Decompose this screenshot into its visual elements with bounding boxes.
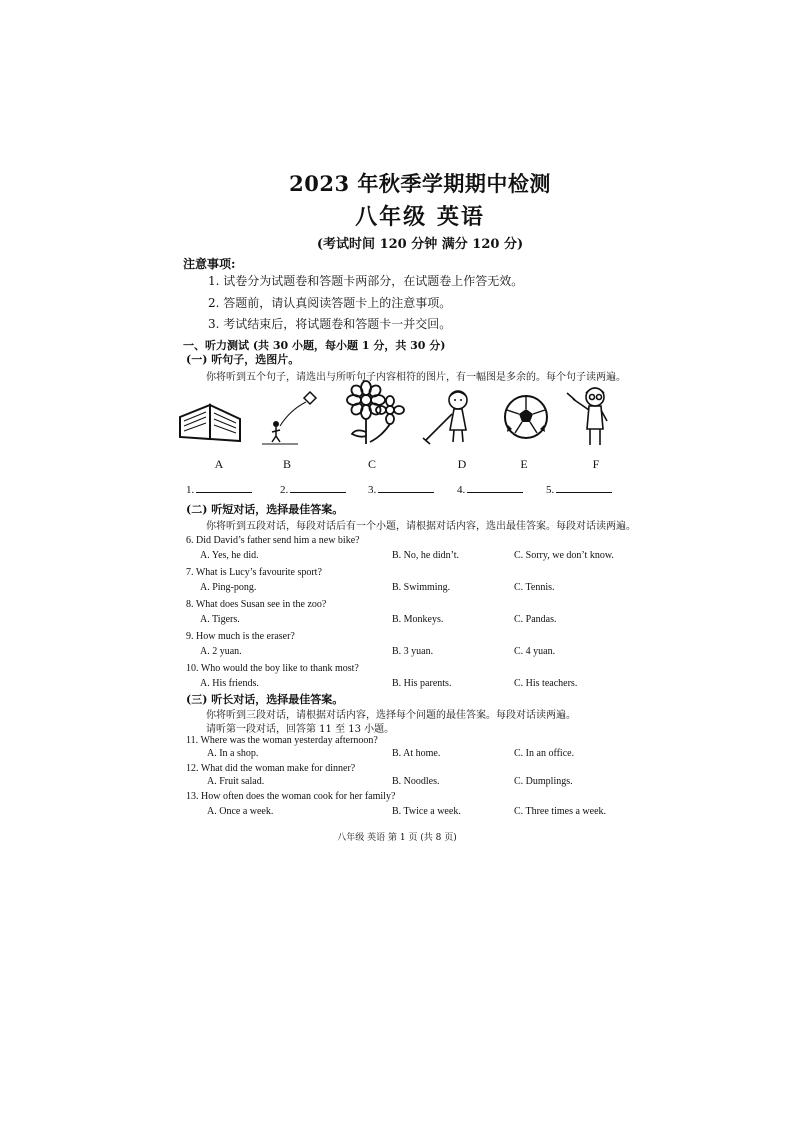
option-b[interactable]: B. 3 yuan.: [392, 646, 434, 657]
option-b[interactable]: B. His parents.: [392, 678, 452, 689]
picture-label: E: [520, 457, 528, 471]
question-text: 6. Did David’s father send him a new bike?: [186, 535, 360, 546]
option-c[interactable]: C. Pandas.: [514, 614, 557, 625]
option-c[interactable]: C. Tennis.: [514, 582, 555, 593]
option-b[interactable]: B. Noodles.: [392, 776, 440, 787]
option-a[interactable]: A. His friends.: [200, 678, 259, 689]
option-a[interactable]: A. Tigers.: [200, 614, 240, 625]
girl-sweeping-icon: [420, 388, 478, 446]
exam-title: 2023 年秋季学期期中检测: [289, 171, 551, 196]
option-b[interactable]: B. Swimming.: [392, 582, 451, 593]
option-b[interactable]: B. No, he didn’t.: [392, 550, 460, 561]
option-a[interactable]: A. Fruit salad.: [207, 776, 265, 787]
option-c[interactable]: C. Three times a week.: [514, 806, 607, 817]
question-text: 10. Who would the boy like to thank most?: [186, 663, 359, 674]
question-text: 8. What does Susan see in the zoo?: [186, 599, 327, 610]
question-text: 9. How much is the eraser?: [186, 631, 295, 642]
option-b[interactable]: B. Twice a week.: [392, 806, 461, 817]
picture-label: D: [457, 457, 467, 471]
section1-instruction: 你将听到五个句子，请选出与所听句子内容相符的图片，有一幅图是多余的。每个句子读两遍。: [206, 372, 626, 383]
picture-label: A: [214, 457, 224, 471]
option-c[interactable]: C. Sorry, we don’t know.: [514, 550, 614, 561]
option-c[interactable]: C. In an office.: [514, 748, 575, 759]
kite-icon: [258, 388, 318, 448]
option-a[interactable]: A. Ping-pong.: [200, 582, 257, 593]
option-a[interactable]: A. Yes, he did.: [200, 550, 259, 561]
option-c[interactable]: C. Dumplings.: [514, 776, 573, 787]
notes-heading: 注意事项:: [183, 257, 236, 271]
section2-heading: (二) 听短对话，选择最佳答案。: [186, 503, 344, 516]
section3-sub-instruction: 请听第一段对话，回答第 11 至 13 小题。: [206, 724, 395, 735]
question-text: 11. Where was the woman yesterday afternoon?: [186, 735, 378, 746]
exam-time-info: (考试时间 120 分钟 满分 120 分): [316, 237, 524, 252]
question-text: 13. How often does the woman cook for her family?: [186, 791, 396, 802]
option-c[interactable]: C. His teachers.: [514, 678, 578, 689]
option-b[interactable]: B. Monkeys.: [392, 614, 444, 625]
book-icon: [176, 395, 246, 445]
answer-blank[interactable]: 2.: [280, 482, 346, 496]
option-a[interactable]: A. In a shop.: [207, 748, 259, 759]
part1-heading: 一、听力测试 (共 30 小题，每小题 1 分，共 30 分): [183, 339, 446, 352]
picture-label: F: [592, 457, 600, 471]
picture-label: B: [282, 457, 291, 471]
note-item: 1. 试卷分为试题卷和答题卡两部分，在试题卷上作答无效。: [208, 274, 524, 288]
option-b[interactable]: B. At home.: [392, 748, 441, 759]
answer-blank[interactable]: 3.: [368, 482, 434, 496]
question-text: 7. What is Lucy’s favourite sport?: [186, 567, 322, 578]
note-item: 3. 考试结束后，将试题卷和答题卡一并交回。: [208, 317, 452, 331]
flowers-icon: [342, 380, 404, 446]
question-text: 12. What did the woman make for dinner?: [186, 763, 356, 774]
section3-heading: (三) 听长对话，选择最佳答案。: [186, 693, 344, 706]
option-a[interactable]: A. 2 yuan.: [200, 646, 242, 657]
teacher-icon: [563, 385, 621, 449]
answer-blank[interactable]: 1.: [186, 482, 252, 496]
section2-instruction: 你将听到五段对话，每段对话后有一个小题，请根据对话内容，选出最佳答案。每段对话读两遍。: [206, 521, 636, 532]
exam-subject: 八年级 英语: [355, 204, 485, 230]
football-icon: [502, 393, 550, 441]
section3-instruction: 你将听到三段对话，请根据对话内容，选择每个问题的最佳答案。每段对话读两遍。: [206, 710, 576, 721]
page-footer: 八年级 英语 第 1 页 (共 8 页): [337, 833, 457, 843]
section1-heading: (一) 听句子，选图片。: [186, 353, 300, 366]
picture-label: C: [367, 457, 376, 471]
answer-blank[interactable]: 4.: [457, 482, 523, 496]
note-item: 2. 答题前，请认真阅读答题卡上的注意事项。: [208, 296, 452, 310]
option-a[interactable]: A. Once a week.: [207, 806, 274, 817]
answer-blank[interactable]: 5.: [546, 482, 612, 496]
option-c[interactable]: C. 4 yuan.: [514, 646, 556, 657]
